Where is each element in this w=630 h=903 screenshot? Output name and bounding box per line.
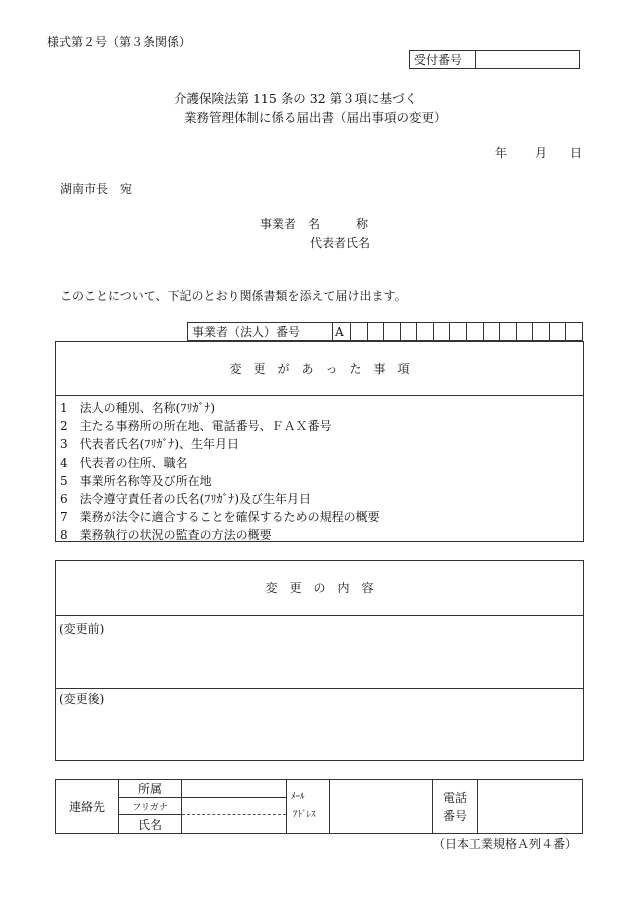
change-content-header-cell bbox=[56, 561, 583, 616]
operator-number-row bbox=[187, 322, 583, 341]
phone-label-line2: 番号 bbox=[442, 808, 467, 823]
changed-item-1[interactable]: 1 法人の種別、名称(ﾌﾘｶﾞﾅ) bbox=[60, 401, 215, 415]
operator-number-digit[interactable] bbox=[400, 323, 417, 341]
contact-table bbox=[55, 779, 583, 834]
form-number: 様式第２号（第３条関係） bbox=[47, 35, 192, 49]
statement: このことについて、下記のとおり関係書類を添えて届け出ます。 bbox=[60, 289, 407, 303]
affiliation-label: 所属 bbox=[119, 780, 182, 798]
mail-label-line1: ﾒｰﾙ bbox=[291, 792, 305, 803]
before-change-field[interactable] bbox=[56, 616, 583, 689]
operator-number-digit[interactable] bbox=[433, 323, 450, 341]
changed-item-6[interactable]: 6 法令遵守責任者の氏名(ﾌﾘｶﾞﾅ)及び生年月日 bbox=[60, 491, 311, 506]
operator-number-digit[interactable] bbox=[566, 323, 583, 341]
mail-address-field[interactable] bbox=[330, 780, 433, 834]
operator-number-digit[interactable] bbox=[516, 323, 533, 341]
furigana-label: フリガナ bbox=[119, 798, 182, 815]
changed-item-3[interactable]: 3 代表者氏名(ﾌﾘｶﾞﾅ)、生年月日 bbox=[60, 437, 239, 452]
receipt-number-field[interactable] bbox=[476, 51, 580, 69]
phone-label bbox=[433, 780, 478, 834]
operator-number-digit[interactable] bbox=[500, 323, 517, 341]
operator-number-digit[interactable] bbox=[417, 323, 434, 341]
after-change-label: (変更後) bbox=[59, 692, 105, 706]
date-month: 月 bbox=[535, 146, 548, 160]
phone-field[interactable] bbox=[478, 780, 583, 834]
operator-number-label: 事業者（法人）番号 bbox=[188, 323, 333, 341]
after-change-field[interactable] bbox=[56, 689, 583, 761]
affiliation-field[interactable] bbox=[182, 780, 287, 798]
changed-items-header: 変 更 が あ っ た 事 項 bbox=[229, 361, 410, 376]
operator-number-digit[interactable] bbox=[384, 323, 401, 341]
changed-items-header-cell bbox=[56, 342, 583, 396]
contact-label: 連絡先 bbox=[56, 780, 119, 834]
receipt-number-box bbox=[409, 50, 580, 69]
before-change-label: (変更前) bbox=[59, 622, 105, 636]
furigana-field[interactable] bbox=[182, 798, 287, 815]
operator-name-label: 事業者 名 称 bbox=[260, 217, 369, 231]
changed-item-4[interactable]: 4 代表者の住所、職名 bbox=[60, 455, 188, 470]
title-line-1: 介護保険法第 115 条の 32 第３項に基づく bbox=[174, 91, 418, 106]
operator-number-digit[interactable] bbox=[466, 323, 483, 341]
title-line-2: 業務管理体制に係る届出書（届出事項の変更） bbox=[184, 110, 447, 125]
mail-address-label bbox=[287, 780, 330, 834]
change-content-header: 変 更 の 内 容 bbox=[265, 581, 374, 595]
operator-number-digit[interactable] bbox=[483, 323, 500, 341]
changed-item-8[interactable]: 8 業務執行の状況の監査の方法の概要 bbox=[60, 528, 272, 543]
name-label: 氏名 bbox=[119, 815, 182, 834]
operator-number-digit[interactable] bbox=[549, 323, 566, 341]
representative-name-label: 代表者氏名 bbox=[310, 236, 371, 250]
changed-item-5[interactable]: 5 事業所名称等及び所在地 bbox=[60, 473, 212, 488]
changed-item-2[interactable]: 2 主たる事務所の所在地、電話番号、ＦＡＸ番号 bbox=[60, 419, 332, 434]
changed-items-box bbox=[55, 341, 584, 542]
operator-number-digit[interactable] bbox=[367, 323, 384, 341]
operator-number-digit[interactable] bbox=[351, 323, 368, 341]
addressee: 湖南市長 宛 bbox=[60, 182, 133, 196]
name-field[interactable] bbox=[182, 815, 287, 834]
operator-number-digit[interactable] bbox=[533, 323, 550, 341]
change-content-box bbox=[55, 560, 584, 761]
footer-note: （日本工業規格Ａ列４番） bbox=[433, 837, 578, 851]
operator-number-prefix: A bbox=[333, 323, 351, 341]
phone-label-line1: 電話 bbox=[442, 790, 467, 805]
mail-label-line2: ｱﾄﾞﾚｽ bbox=[293, 809, 316, 820]
date-day: 日 bbox=[570, 146, 583, 160]
date-year: 年 bbox=[495, 146, 508, 160]
changed-item-7[interactable]: 7 業務が法令に適合することを確保するための規程の概要 bbox=[60, 510, 380, 525]
receipt-number-label: 受付番号 bbox=[410, 51, 476, 69]
operator-number-digit[interactable] bbox=[450, 323, 467, 341]
